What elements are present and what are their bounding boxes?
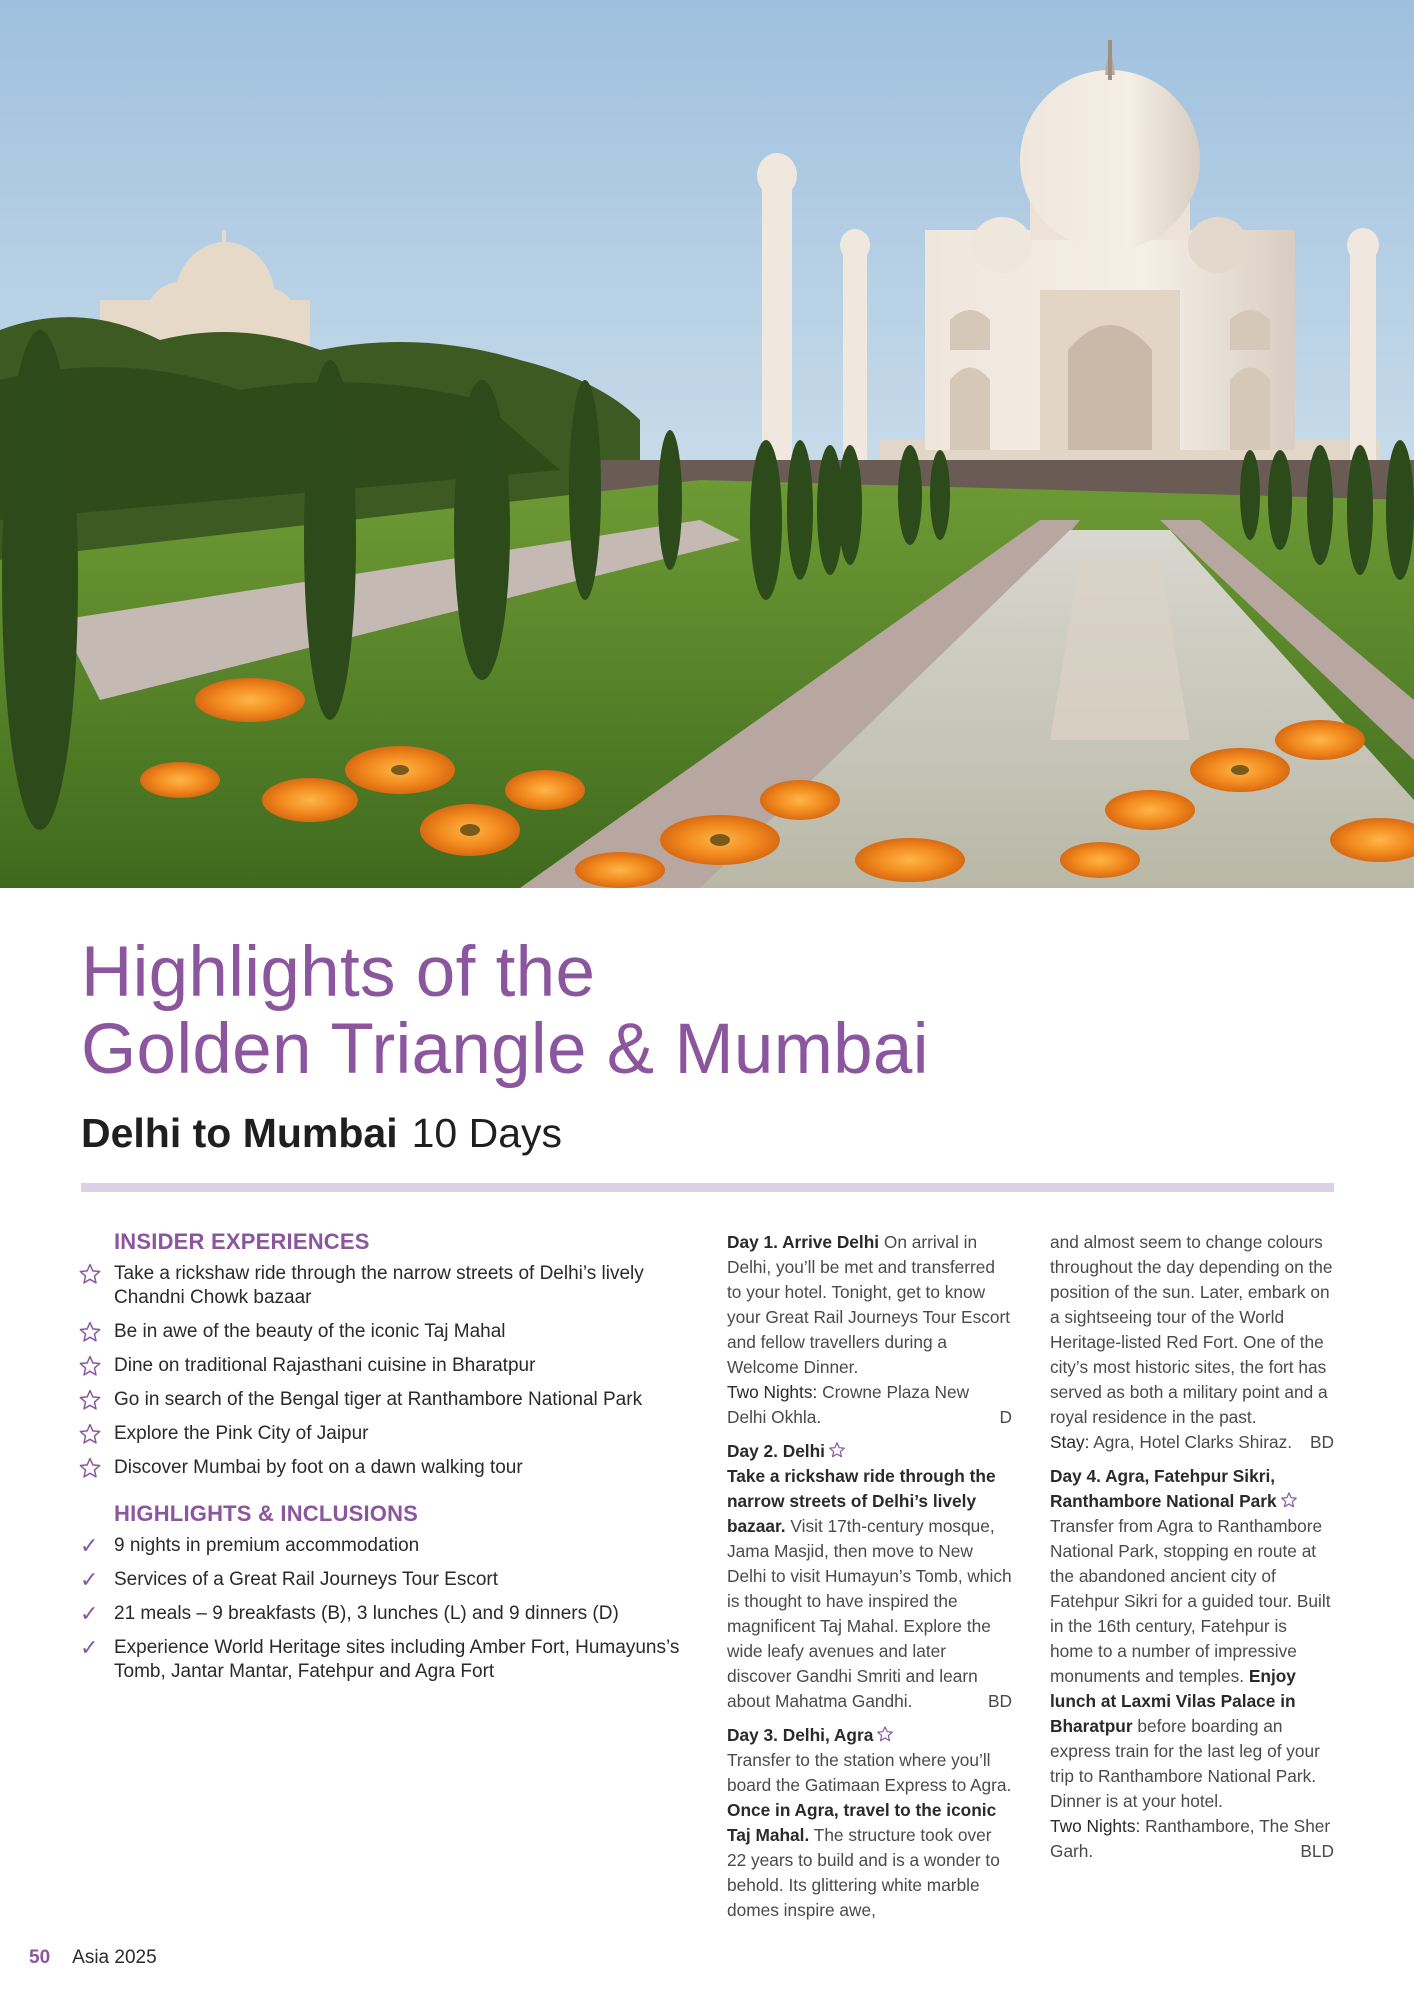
day-text: Transfer from Agra to Ranthambore National Park, stopping en route at the abandoned ancient city of Fatehpur Sikri for a guided tour. Built in the 16th century, Fatehpur is home to a number of impressive monuments and temples. — [1050, 1516, 1331, 1686]
insider-experiences-list — [78, 1262, 698, 1480]
list-item — [78, 1354, 698, 1378]
day-highlight-text: Once in Agra, travel to the iconic Taj Mahal. — [727, 1800, 997, 1845]
list-item-text: Services of a Great Rail Journeys Tour Escort — [114, 1569, 499, 1590]
star-outline-icon — [1280, 1491, 1298, 1509]
list-item — [78, 1456, 698, 1480]
tour-subtitle — [81, 1108, 562, 1158]
list-item-text: Discover Mumbai by foot on a dawn walking tour — [114, 1457, 523, 1478]
page-title-line-2: Golden Triangle & Mumbai — [81, 1010, 929, 1089]
star-outline-icon — [78, 1388, 104, 1414]
itinerary-day-4 — [1050, 1464, 1334, 1864]
itinerary-day-2 — [727, 1439, 1012, 1714]
day-text: Visit 17th-century mosque, Jama Masjid, then move to New Delhi to visit Humayun’s Tomb, which is thought to have inspired the magnificent Taj Mahal. Explore the wide leafy avenues and later discover Gandhi Smriti and learn about Mahatma Gandhi. — [727, 1516, 1012, 1711]
list-item — [78, 1262, 698, 1310]
list-item — [78, 1636, 698, 1684]
stay-label: Stay: — [1050, 1432, 1090, 1452]
section-divider — [81, 1183, 1334, 1192]
stay-hotel: Crowne Plaza New Delhi Okhla. — [727, 1382, 970, 1427]
insider-experiences-heading: INSIDER EXPERIENCES — [114, 1229, 370, 1254]
list-item — [78, 1602, 698, 1626]
day-text: On arrival in Delhi, you’ll be met and transferred to your hotel. Tonight, get to know your Great Rail Journeys Tour Escort and fellow travellers during a Welcome Dinner. — [727, 1232, 1011, 1377]
checkmark-icon: ✓ — [80, 1601, 99, 1626]
star-outline-icon — [78, 1456, 104, 1482]
day-heading: Day 2. Delhi — [727, 1441, 825, 1461]
list-item-text: 9 nights in premium accommodation — [114, 1535, 420, 1556]
itinerary-column-1 — [727, 1230, 1012, 1932]
list-item-text: Be in awe of the beauty of the iconic Taj Mahal — [114, 1321, 506, 1342]
checkmark-icon: ✓ — [80, 1533, 99, 1558]
star-outline-icon — [78, 1354, 104, 1380]
stay-hotel: Agra, Hotel Clarks Shiraz. — [1093, 1432, 1293, 1452]
day-heading: Day 4. Agra, Fatehpur Sikri, Ranthambore National Park — [1050, 1466, 1277, 1511]
day-text-continued: before boarding an express train for the last leg of your trip to Ranthambore National Park. Dinner is at your hotel. — [1050, 1716, 1320, 1811]
star-outline-icon — [876, 1725, 894, 1743]
itinerary-day-3 — [727, 1723, 1012, 1923]
page-title — [81, 934, 1331, 1088]
highlights-inclusions-list — [78, 1534, 698, 1684]
day-heading: Day 1. Arrive Delhi — [727, 1232, 880, 1252]
page-title-line-1: Highlights of the — [81, 933, 596, 1012]
page-footer — [29, 1946, 157, 1970]
hero-photo-taj-mahal — [0, 0, 1414, 888]
list-item — [78, 1388, 698, 1412]
itinerary-day-1 — [727, 1230, 1012, 1430]
day-highlight-text: Take a rickshaw ride through the narrow streets of Delhi’s lively bazaar. — [727, 1466, 996, 1536]
list-item-text: Go in search of the Bengal tiger at Ranthambore National Park — [114, 1389, 643, 1410]
day-text: and almost seem to change colours throughout the day depending on the position of the sun. Later, embark on a sightseeing tour of the World Heritage-listed Red Fort. One of the city’s most historic sites, the fort has served as both a military point and a royal residence in the past. — [1050, 1232, 1333, 1427]
day-highlight-text: Enjoy lunch at Laxmi Vilas Palace in Bharatpur — [1050, 1666, 1296, 1736]
star-outline-icon — [78, 1320, 104, 1346]
checkmark-icon: ✓ — [80, 1567, 99, 1592]
star-outline-icon — [78, 1422, 104, 1448]
list-item — [78, 1568, 698, 1592]
itinerary-column-2 — [1050, 1230, 1334, 1873]
list-item-text: Experience World Heritage sites including Amber Fort, Humayuns’s Tomb, Jantar Mantar, Fatehpur and Agra Fort — [114, 1637, 680, 1682]
star-outline-icon — [828, 1441, 846, 1459]
stay-label: Two Nights: — [727, 1382, 818, 1402]
checkmark-icon: ✓ — [80, 1635, 99, 1660]
list-item — [78, 1422, 698, 1446]
meals-code: BD — [987, 1691, 1012, 1711]
list-item-text: Take a rickshaw ride through the narrow streets of Delhi’s lively Chandni Chowk bazaar — [114, 1263, 644, 1308]
itinerary-day-3-continued — [1050, 1230, 1334, 1455]
list-item — [78, 1534, 698, 1558]
list-item-text: Dine on traditional Rajasthani cuisine in Bharatpur — [114, 1355, 536, 1376]
meals-code: BD — [1309, 1432, 1334, 1452]
highlights-inclusions-heading: HIGHLIGHTS & INCLUSIONS — [114, 1501, 419, 1526]
list-item-text: 21 meals – 9 breakfasts (B), 3 lunches (L) and 9 dinners (D) — [114, 1603, 619, 1624]
page-number: 50 — [29, 1947, 51, 1968]
stay-label: Two Nights: — [1050, 1816, 1141, 1836]
publication-name: Asia 2025 — [72, 1947, 157, 1968]
meals-code: BLD — [1300, 1841, 1334, 1861]
day-text-continued: The structure took over 22 years to build and is a wonder to behold. Its glittering white marble domes inspire awe, — [727, 1825, 1000, 1920]
list-item — [78, 1320, 698, 1344]
list-item-text: Explore the Pink City of Jaipur — [114, 1423, 369, 1444]
meals-code: D — [999, 1407, 1012, 1427]
star-outline-icon — [78, 1262, 104, 1288]
tour-route: Delhi to Mumbai — [81, 1110, 398, 1156]
day-text: Transfer to the station where you’ll board the Gatimaan Express to Agra. — [727, 1750, 1012, 1795]
tour-duration: 10 Days — [411, 1110, 563, 1156]
stay-hotel: Ranthambore, The Sher Garh. — [1050, 1816, 1331, 1861]
features-column — [78, 1228, 698, 1694]
day-heading: Day 3. Delhi, Agra — [727, 1725, 874, 1745]
